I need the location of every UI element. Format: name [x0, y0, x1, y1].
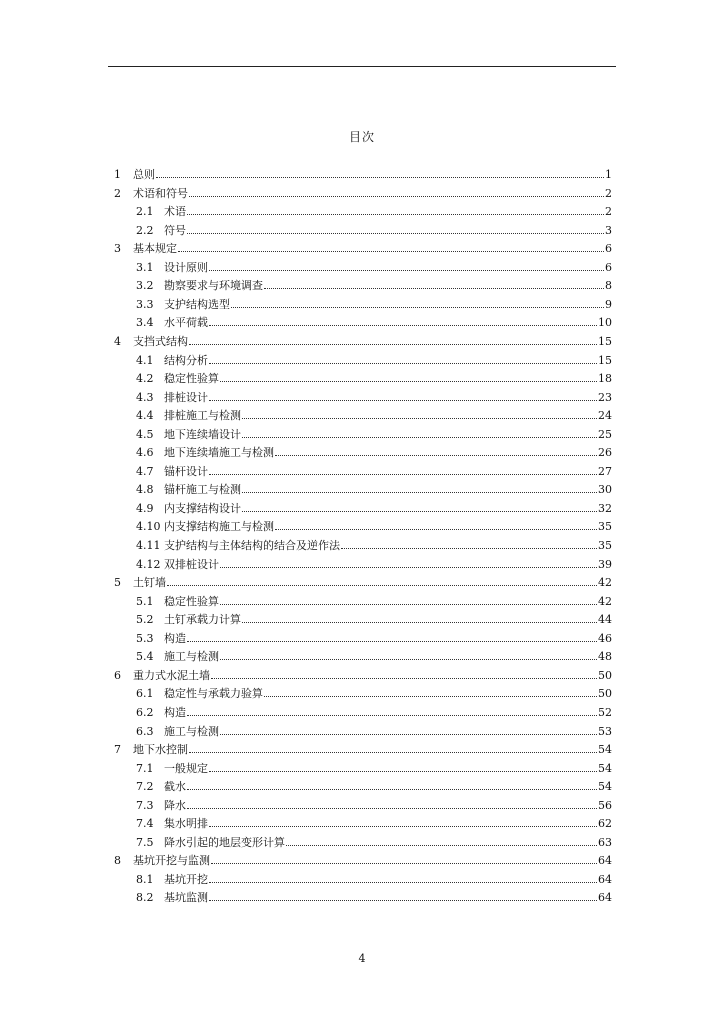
toc-entry-page: 64 — [598, 891, 612, 905]
toc-entry-page: 64 — [598, 854, 612, 868]
dot-leader — [242, 500, 597, 512]
toc-entry-label: 术语 — [164, 205, 186, 219]
toc-entry-page: 30 — [598, 483, 612, 497]
dot-leader — [242, 407, 597, 419]
toc-entry-label: 基本规定 — [133, 242, 177, 256]
toc-entry-page: 56 — [598, 798, 612, 812]
dot-leader — [341, 537, 597, 549]
toc-entry-number: 7 — [114, 743, 121, 757]
toc-entry-page: 9 — [605, 297, 612, 311]
toc-entry-label: 勘察要求与环境调查 — [164, 279, 263, 293]
toc-entry[interactable] — [136, 760, 612, 776]
toc-entry-page: 48 — [598, 650, 612, 664]
toc-entry-number: 4.3 — [136, 390, 154, 404]
toc-entry-label: 基坑开挖与监测 — [133, 854, 210, 868]
toc-entry-number: 3.4 — [136, 316, 154, 330]
toc-entry-label: 双排桩设计 — [164, 557, 219, 571]
toc-entry-label: 地下连续墙设计 — [164, 427, 241, 441]
toc-entry-number: 1 — [114, 168, 121, 181]
dot-leader — [187, 704, 597, 716]
toc-entry-label: 水平荷载 — [164, 316, 208, 330]
toc-entry-number: 3.2 — [136, 279, 154, 293]
toc-entry[interactable] — [136, 723, 612, 739]
toc-entry[interactable] — [114, 574, 612, 590]
toc-entry-page: 35 — [598, 520, 612, 534]
toc-entry-number: 6.3 — [136, 724, 154, 738]
toc-entry[interactable] — [136, 352, 612, 368]
dot-leader — [275, 444, 597, 456]
toc-entry-page: 23 — [598, 390, 612, 404]
toc-entry-page: 24 — [598, 409, 612, 423]
toc-entry[interactable] — [136, 889, 612, 905]
dot-leader — [178, 240, 604, 252]
toc-entry-page: 25 — [598, 427, 612, 441]
toc-entry[interactable] — [136, 518, 612, 534]
toc-entry-label: 内支撑结构施工与检测 — [164, 520, 274, 534]
toc-entry[interactable] — [136, 444, 612, 460]
dot-leader — [242, 426, 597, 438]
toc-entry-number: 2.1 — [136, 205, 154, 219]
toc-entry-page: 50 — [598, 687, 612, 701]
dot-leader — [264, 685, 597, 697]
toc-entry[interactable] — [136, 222, 612, 238]
toc-entry-label: 支挡式结构 — [133, 334, 188, 348]
toc-entry-page: 15 — [598, 334, 612, 348]
toc-entry-page: 62 — [598, 817, 612, 831]
toc-entry-number: 6 — [114, 668, 121, 682]
toc-entry[interactable] — [114, 333, 612, 349]
toc-entry-page: 2 — [605, 186, 612, 200]
toc-entry[interactable] — [136, 370, 612, 386]
toc-entry[interactable] — [136, 500, 612, 516]
dot-leader — [264, 277, 604, 289]
toc-entry-label: 降水 — [164, 798, 186, 812]
toc-entry-label: 稳定性验算 — [164, 594, 219, 608]
toc-entry-number: 4.2 — [136, 372, 154, 386]
dot-leader — [209, 463, 597, 475]
dot-leader — [187, 222, 604, 234]
dot-leader — [231, 296, 604, 308]
toc-entry-label: 一般规定 — [164, 761, 208, 775]
toc-entry-page: 50 — [598, 668, 612, 682]
toc-entry-page: 53 — [598, 724, 612, 738]
toc-entry-label: 内支撑结构设计 — [164, 501, 241, 515]
toc-entry[interactable] — [136, 704, 612, 720]
toc-entry-page: 15 — [598, 353, 612, 367]
toc-entry-number: 8.1 — [136, 872, 154, 886]
dot-leader — [209, 352, 597, 364]
toc-entry-page: 10 — [598, 316, 612, 330]
toc-entry[interactable] — [136, 834, 612, 850]
toc-entry-label: 降水引起的地层变形计算 — [164, 835, 285, 849]
toc-entry[interactable] — [136, 797, 612, 813]
dot-leader — [209, 389, 597, 401]
toc-entry-label: 施工与检测 — [164, 724, 219, 738]
toc-entry-label: 施工与检测 — [164, 650, 219, 664]
dot-leader — [189, 741, 597, 753]
toc-entry-page: 18 — [598, 372, 612, 386]
dot-leader — [187, 778, 597, 790]
toc-entry-page: 54 — [598, 761, 612, 775]
toc-entry[interactable] — [136, 648, 612, 664]
toc-entry-number: 3.3 — [136, 297, 154, 311]
dot-leader — [220, 723, 597, 735]
toc-entry-page: 27 — [598, 464, 612, 478]
toc-entry-label: 锚杆设计 — [164, 464, 208, 478]
toc-entry-number: 5.4 — [136, 650, 154, 664]
toc-entry-number: 7.4 — [136, 817, 154, 831]
toc-entry-label: 基坑开挖 — [164, 872, 208, 886]
dot-leader — [242, 611, 597, 623]
toc-entry-page: 54 — [598, 743, 612, 757]
toc-entry-number: 4.4 — [136, 409, 154, 423]
toc-entry[interactable] — [136, 871, 612, 887]
dot-leader — [220, 593, 597, 605]
dot-leader — [209, 889, 597, 901]
toc-entry[interactable] — [136, 277, 612, 293]
toc-entry-page: 42 — [598, 576, 612, 590]
toc-entry-number: 4.5 — [136, 427, 154, 441]
toc-entry-label: 集水明排 — [164, 817, 208, 831]
toc-entry-label: 排桩设计 — [164, 390, 208, 404]
toc-entry-page: 54 — [598, 780, 612, 794]
toc-entry-number: 5.1 — [136, 594, 154, 608]
toc-entry-number: 8.2 — [136, 891, 154, 905]
toc-entry[interactable] — [136, 556, 612, 572]
toc-entry-page: 8 — [605, 279, 612, 293]
toc-entry[interactable] — [136, 593, 612, 609]
dot-leader — [211, 852, 597, 864]
toc-entry-number: 2 — [114, 186, 121, 200]
toc-entry-number: 7.2 — [136, 780, 154, 794]
toc-entry-label: 稳定性与承载力验算 — [164, 687, 263, 701]
toc-entry-number: 5.3 — [136, 631, 154, 645]
toc-entry[interactable] — [114, 185, 612, 201]
toc-entry-number: 8 — [114, 854, 121, 868]
toc-entry-page: 46 — [598, 631, 612, 645]
toc-entry-number: 4.7 — [136, 464, 154, 478]
dot-leader — [209, 314, 597, 326]
toc-entry[interactable] — [136, 481, 612, 497]
toc-entry-number: 7.5 — [136, 835, 154, 849]
toc-entry[interactable] — [136, 203, 612, 219]
toc-entry-page: 35 — [598, 539, 612, 552]
toc-entry-label: 地下水控制 — [133, 743, 188, 757]
toc-entry-label: 设计原则 — [164, 260, 208, 274]
toc-entry-number: 6.2 — [136, 705, 154, 719]
toc-entry[interactable] — [136, 407, 612, 423]
toc-entry-number: 6.1 — [136, 687, 154, 701]
dot-leader — [209, 760, 597, 772]
toc-entry-page: 42 — [598, 594, 612, 608]
dot-leader — [187, 797, 597, 809]
toc-entry-page: 52 — [598, 705, 612, 719]
toc-entry[interactable] — [136, 296, 612, 312]
dot-leader — [189, 333, 597, 345]
toc-entry-page: 6 — [605, 260, 612, 274]
dot-leader — [187, 203, 604, 215]
toc-entry[interactable] — [114, 240, 612, 256]
toc-entry-number: 4.6 — [136, 446, 154, 460]
toc-entry-label: 排桩施工与检测 — [164, 409, 241, 423]
toc-entry-page: 63 — [598, 835, 612, 849]
toc-entry-number: 4.12 — [136, 557, 161, 571]
toc-entry-number: 4.11 — [136, 539, 161, 552]
toc-entry-label: 构造 — [164, 631, 186, 645]
toc-entry[interactable] — [114, 166, 612, 182]
dot-leader — [220, 556, 597, 568]
toc-entry[interactable] — [136, 537, 612, 553]
toc-entry-number: 7.1 — [136, 761, 154, 775]
toc-entry[interactable] — [136, 259, 612, 275]
toc-entry-page: 3 — [605, 223, 612, 237]
toc-entry-number: 4.1 — [136, 353, 154, 367]
dot-leader — [211, 667, 597, 679]
toc-title: 目次 — [348, 130, 375, 144]
toc-entry-page: 2 — [605, 205, 612, 219]
toc-entry-number: 4 — [114, 334, 121, 348]
toc-entry-page: 32 — [598, 501, 612, 515]
toc-entry[interactable] — [136, 685, 612, 701]
toc-entry-page: 26 — [598, 446, 612, 460]
toc-entry[interactable] — [114, 667, 612, 683]
toc-entry[interactable] — [114, 852, 612, 868]
toc-entry-label: 基坑监测 — [164, 891, 208, 905]
toc-entry-number: 5.2 — [136, 613, 154, 627]
toc-entry-page: 44 — [598, 613, 612, 627]
page-number: 4 — [358, 952, 366, 965]
toc-entry-label: 总则 — [133, 168, 155, 181]
dot-leader — [209, 871, 597, 883]
toc-entry-number: 3 — [114, 242, 121, 256]
toc-entry-label: 术语和符号 — [133, 186, 188, 200]
toc-entry-label: 符号 — [164, 223, 186, 237]
dot-leader — [187, 630, 597, 642]
toc-entry-label: 支护结构与主体结构的结合及逆作法 — [164, 539, 340, 552]
toc-entry[interactable] — [136, 630, 612, 646]
dot-leader — [189, 185, 604, 197]
toc-entry-label: 锚杆施工与检测 — [164, 483, 241, 497]
dot-leader — [242, 481, 597, 493]
toc-entry-number: 4.9 — [136, 501, 154, 515]
dot-leader — [286, 834, 597, 846]
toc-entry[interactable] — [136, 611, 612, 627]
toc-entry-page: 64 — [598, 872, 612, 886]
toc-entry-label: 重力式水泥土墙 — [133, 668, 210, 682]
toc-entry-label: 构造 — [164, 705, 186, 719]
toc-entry[interactable] — [114, 741, 612, 757]
toc-entry-number: 4.8 — [136, 483, 154, 497]
toc-entry-number: 2.2 — [136, 223, 154, 237]
toc-entry-number: 5 — [114, 576, 121, 590]
dot-leader — [220, 370, 597, 382]
toc-entry-number: 4.10 — [136, 520, 161, 534]
toc-entry-label: 地下连续墙施工与检测 — [164, 446, 274, 460]
dot-leader — [220, 648, 597, 660]
dot-leader — [156, 166, 604, 178]
toc-entry[interactable] — [136, 778, 612, 794]
toc-entry-label: 土钉承载力计算 — [164, 613, 241, 627]
toc-entry[interactable] — [136, 463, 612, 479]
toc-entry[interactable] — [136, 426, 612, 442]
toc-entry-label: 结构分析 — [164, 353, 208, 367]
dot-leader — [209, 815, 597, 827]
toc-entry[interactable] — [136, 389, 612, 405]
toc-entry-label: 截水 — [164, 780, 186, 794]
toc-entry-number: 7.3 — [136, 798, 154, 812]
toc-entry-page: 39 — [598, 557, 612, 571]
toc-entry-label: 土钉墙 — [133, 576, 166, 590]
dot-leader — [275, 518, 597, 530]
toc-entry-page: 1 — [605, 168, 612, 181]
dot-leader — [167, 574, 597, 586]
toc-entry[interactable] — [136, 314, 612, 330]
toc-entry-number: 3.1 — [136, 260, 154, 274]
toc-entry-label: 支护结构选型 — [164, 297, 230, 311]
toc-entry-page: 6 — [605, 242, 612, 256]
toc-entry-label: 稳定性验算 — [164, 372, 219, 386]
toc-entry[interactable] — [136, 815, 612, 831]
dot-leader — [209, 259, 604, 271]
